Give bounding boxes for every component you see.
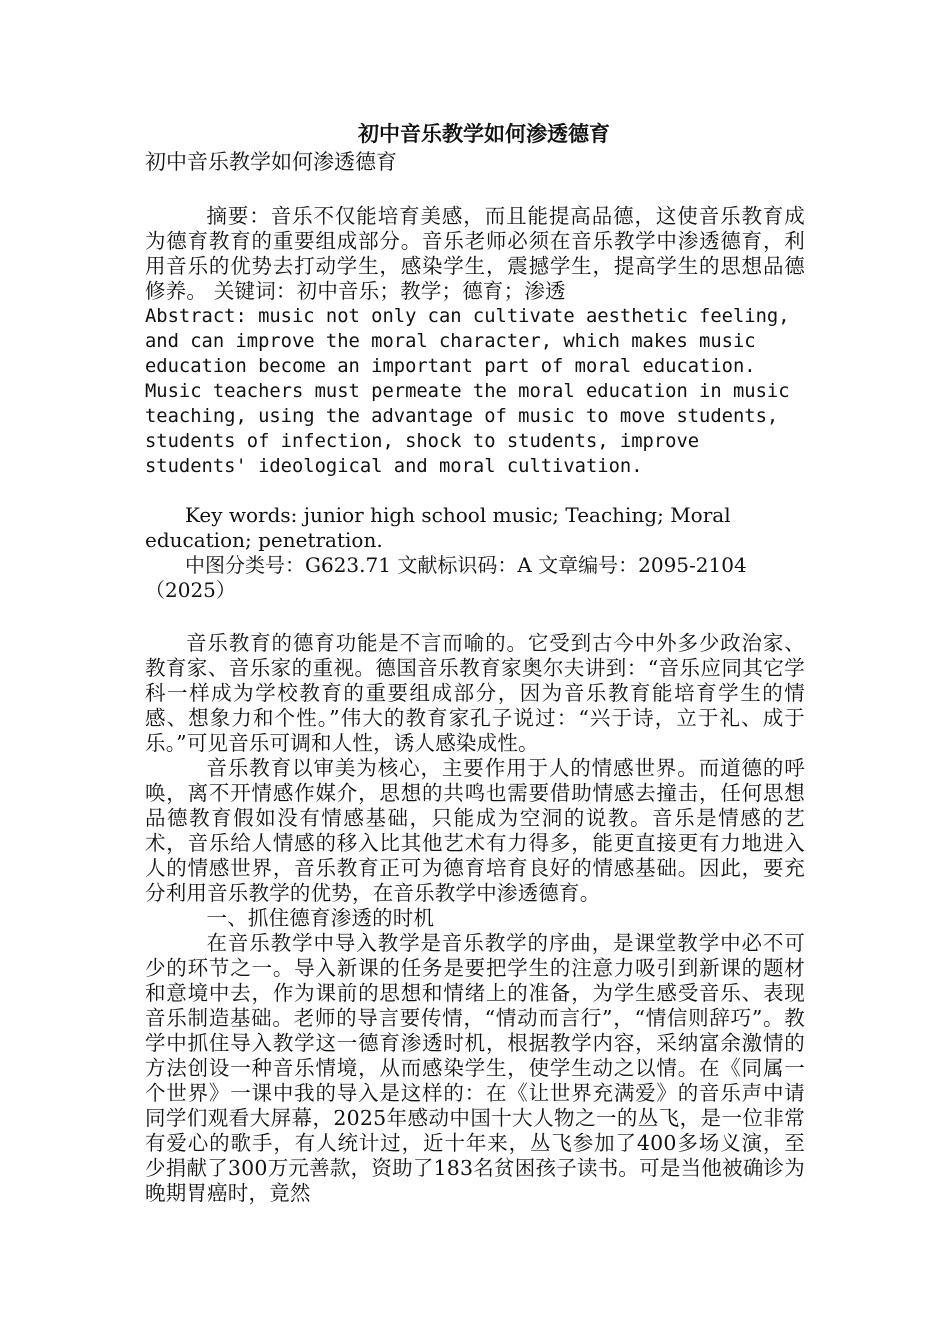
classification-line: 中图分类号：G623.71 文献标识码：A 文章编号：2095-2104（2025） — [145, 553, 747, 602]
spacer — [145, 603, 805, 631]
document-subtitle: 初中音乐教学如何渗透德育 — [145, 150, 397, 174]
abstract-chinese: 摘要：音乐不仅能培育美感，而且能提高品德，这使音乐教育成为德育教育的重要组成部分。音乐老师必须在音乐教学中渗透德育，利用音乐的优势去打动学生，感染学生，震撼学生，提高学生的思想品德修养。 关键词：初中音乐；教学；德育；渗透 — [145, 204, 805, 303]
keywords-english: Key words: junior high school music; Teaching; Moral education; penetration. — [145, 503, 731, 552]
spacer — [145, 176, 805, 204]
body-paragraph-1: 音乐教育的德育功能是不言而喻的。它受到古今中外多少政治家、教育家、音乐家的重视。德国音乐教育家奥尔夫讲到：“音乐应同其它学科一样成为学校教育的重要组成部分，因为音乐教育能培育学生的情感、想象力和个性。”伟大的教育家孔子说过：“兴于诗，立于礼、成于乐。”可见音乐可调和人性，诱人感染成性。 — [145, 631, 805, 755]
spacer — [145, 479, 805, 503]
section-heading-1: 一、抓住德育渗透的时机 — [206, 906, 435, 930]
body-paragraph-2: 音乐教育以审美为核心，主要作用于人的情感世界。而道德的呼唤，离不开情感作媒介，思想的共鸣也需要借助情感去撞击，任何思想品德教育假如没有情感基础，只能成为空洞的说教。音乐是情感的艺术，音乐给人情感的移入比其他艺术有力得多，能更直接更有力地进入人的情感世界，音乐教育正可为德育培育良好的情感基础。因此，要充分利用音乐教学的优势，在音乐教学中渗透德育。 — [145, 756, 805, 905]
document-page — [145, 120, 805, 1206]
body-paragraph-3: 在音乐教学中导入教学是音乐教学的序曲，是课堂教学中必不可少的环节之一。导入新课的任务是要把学生的注意力吸引到新课的题材和意境中去，作为课前的思想和情绪上的准备，为学生感受音乐、表现音乐制造基础。老师的导言要传情，“情动而言行”，“情信则辞巧”。教学中抓住导入教学这一德育渗透时机，根据教学内容，采纳富余激情的方法创设一种音乐情境，从而感染学生，使学生动之以情。在《同属一个世界》一课中我的导入是这样的：在《让世界充满爱》的音乐声中请同学们观看大屏幕，2025年感动中国十大人物之一的丛飞，是一位非常有爱心的歌手，有人统计过，近十年来，丛飞参加了400多场义演，至少捐献了300万元善款，资助了183名贫困孩子读书。可是当他被确诊为晚期胃癌时，竟然 — [145, 931, 805, 1205]
abstract-english: Abstract: music not only can cultivate aesthetic feeling, and can improve the moral character, which makes music education become an important part of moral education. Music teachers must permeate the moral education in music teaching, using the advantage of music to move students, students of infection, shock to students, improve students' ideological and moral cultivation. — [145, 306, 801, 477]
document-title: 初中音乐教学如何渗透德育 — [358, 121, 610, 146]
